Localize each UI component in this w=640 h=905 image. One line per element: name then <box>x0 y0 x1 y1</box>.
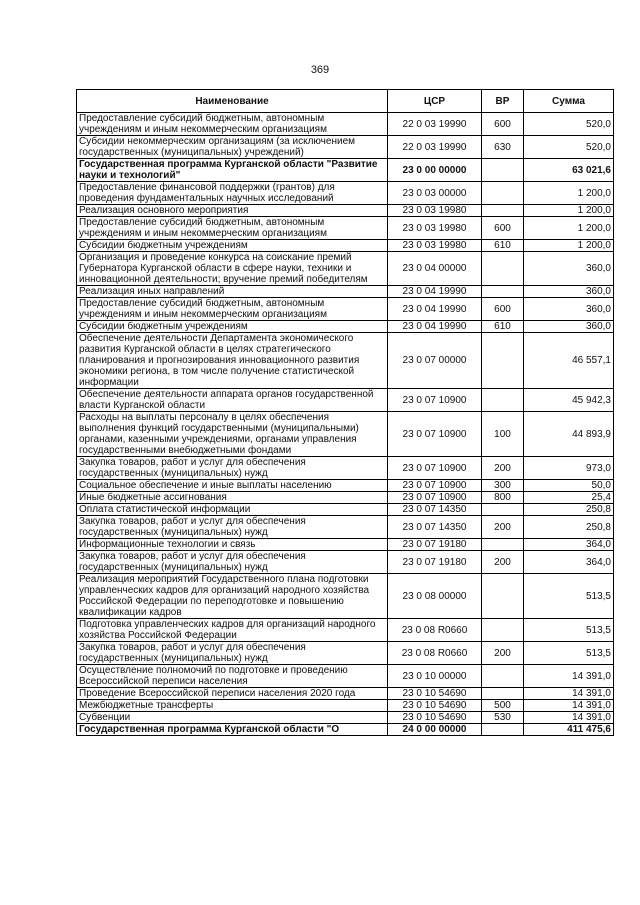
row-name: Закупка товаров, работ и услуг для обеспечения государственных (муниципальных) нужд <box>77 551 388 574</box>
row-csr: 23 0 03 19980 <box>388 240 482 252</box>
row-vr: 500 <box>482 700 524 712</box>
row-csr: 23 0 07 10900 <box>388 457 482 480</box>
row-csr: 23 0 07 10900 <box>388 412 482 457</box>
row-sum: 25,4 <box>524 492 614 504</box>
row-name: Предоставление субсидий бюджетным, автономным учреждениям и иным некоммерческим организациям <box>77 113 388 136</box>
row-csr: 23 0 04 19990 <box>388 298 482 321</box>
row-sum: 14 391,0 <box>524 712 614 724</box>
row-sum: 1 200,0 <box>524 240 614 252</box>
row-name: Реализация иных направлений <box>77 286 388 298</box>
table-row <box>77 642 614 665</box>
row-vr <box>482 333 524 389</box>
row-csr: 23 0 08 R0660 <box>388 642 482 665</box>
row-sum: 364,0 <box>524 539 614 551</box>
row-csr: 23 0 10 00000 <box>388 665 482 688</box>
row-name: Социальное обеспечение и иные выплаты населению <box>77 480 388 492</box>
row-sum: 1 200,0 <box>524 205 614 217</box>
row-sum: 1 200,0 <box>524 182 614 205</box>
table-row <box>77 252 614 286</box>
row-name: Обеспечение деятельности аппарата органов государственной власти Курганской области <box>77 389 388 412</box>
row-csr: 23 0 04 19990 <box>388 286 482 298</box>
row-csr: 23 0 08 00000 <box>388 574 482 619</box>
row-csr: 23 0 03 00000 <box>388 182 482 205</box>
row-sum: 360,0 <box>524 286 614 298</box>
table-row <box>77 504 614 516</box>
row-sum: 364,0 <box>524 551 614 574</box>
row-sum: 46 557,1 <box>524 333 614 389</box>
row-vr: 630 <box>482 136 524 159</box>
table-row <box>77 298 614 321</box>
row-name: Иные бюджетные ассигнования <box>77 492 388 504</box>
table-row <box>77 136 614 159</box>
row-sum: 520,0 <box>524 113 614 136</box>
row-sum: 50,0 <box>524 480 614 492</box>
row-sum: 44 893,9 <box>524 412 614 457</box>
row-sum: 250,8 <box>524 504 614 516</box>
row-name: Реализация мероприятий Государственного плана подготовки управленческих кадров для организаций народного хозяйства Российской Федерации по переподготовке и повышению квалификации кадров <box>77 574 388 619</box>
row-sum: 513,5 <box>524 619 614 642</box>
header-name: Наименование <box>77 90 388 113</box>
row-name: Субсидии бюджетным учреждениям <box>77 240 388 252</box>
row-csr: 23 0 07 19180 <box>388 551 482 574</box>
row-csr: 24 0 00 00000 <box>388 724 482 736</box>
row-vr <box>482 619 524 642</box>
row-csr: 23 0 04 19990 <box>388 321 482 333</box>
row-name: Расходы на выплаты персоналу в целях обеспечения выполнения функций государственными (муниципальными) органами, казенными учреждениями, органами управления государственными внебюджетными фондами <box>77 412 388 457</box>
row-name: Организация и проведение конкурса на соискание премий Губернатора Курганской области в сфере науки, техники и инновационной деятельности; вручение премий победителям <box>77 252 388 286</box>
row-name: Закупка товаров, работ и услуг для обеспечения государственных (муниципальных) нужд <box>77 457 388 480</box>
row-sum: 513,5 <box>524 574 614 619</box>
table-row <box>77 217 614 240</box>
row-vr: 530 <box>482 712 524 724</box>
row-vr: 600 <box>482 217 524 240</box>
row-vr <box>482 688 524 700</box>
row-sum: 411 475,6 <box>524 724 614 736</box>
row-vr <box>482 724 524 736</box>
table-row <box>77 240 614 252</box>
row-vr: 800 <box>482 492 524 504</box>
row-name: Закупка товаров, работ и услуг для обеспечения государственных (муниципальных) нужд <box>77 516 388 539</box>
page-number: 369 <box>310 64 330 76</box>
row-vr <box>482 539 524 551</box>
row-name: Государственная программа Курганской области "О <box>77 724 388 736</box>
row-sum: 14 391,0 <box>524 665 614 688</box>
row-vr: 200 <box>482 642 524 665</box>
table-row <box>77 700 614 712</box>
row-csr: 23 0 07 19180 <box>388 539 482 551</box>
row-csr: 23 0 07 10900 <box>388 480 482 492</box>
table-row <box>77 113 614 136</box>
row-sum: 14 391,0 <box>524 688 614 700</box>
row-csr: 23 0 07 14350 <box>388 516 482 539</box>
row-vr <box>482 182 524 205</box>
row-csr: 23 0 10 54690 <box>388 688 482 700</box>
header-sum: Сумма <box>524 90 614 113</box>
row-vr: 600 <box>482 113 524 136</box>
row-name: Обеспечение деятельности Департамента экономического развития Курганской области в целях стратегического планирования и прогнозирования инновационного развития экономики региона, в том числе получение статистической информации <box>77 333 388 389</box>
row-sum: 63 021,6 <box>524 159 614 182</box>
row-sum: 973,0 <box>524 457 614 480</box>
row-csr: 23 0 07 00000 <box>388 333 482 389</box>
row-name: Субсидии бюджетным учреждениям <box>77 321 388 333</box>
row-vr <box>482 286 524 298</box>
table-row <box>77 516 614 539</box>
row-name: Государственная программа Курганской области "Развитие науки и технологий" <box>77 159 388 182</box>
row-name: Предоставление финансовой поддержки (грантов) для проведения фундаментальных научных исследований <box>77 182 388 205</box>
row-sum: 360,0 <box>524 321 614 333</box>
row-csr: 22 0 03 19990 <box>388 136 482 159</box>
table-row <box>77 688 614 700</box>
row-name: Осуществление полномочий по подготовке и проведению Всероссийской переписи населения <box>77 665 388 688</box>
row-vr: 200 <box>482 457 524 480</box>
row-csr: 23 0 04 00000 <box>388 252 482 286</box>
row-vr <box>482 574 524 619</box>
table-row <box>77 182 614 205</box>
row-vr: 610 <box>482 240 524 252</box>
row-vr: 200 <box>482 516 524 539</box>
budget-table <box>76 89 614 736</box>
row-sum: 520,0 <box>524 136 614 159</box>
table-row <box>77 665 614 688</box>
row-vr <box>482 504 524 516</box>
table-row <box>77 480 614 492</box>
row-sum: 45 942,3 <box>524 389 614 412</box>
row-name: Реализация основного мероприятия <box>77 205 388 217</box>
table-header-row <box>77 90 614 113</box>
row-sum: 250,8 <box>524 516 614 539</box>
table-row <box>77 159 614 182</box>
row-vr <box>482 252 524 286</box>
row-sum: 360,0 <box>524 252 614 286</box>
row-vr <box>482 389 524 412</box>
row-name: Предоставление субсидий бюджетным, автономным учреждениям и иным некоммерческим организациям <box>77 217 388 240</box>
row-csr: 23 0 10 54690 <box>388 700 482 712</box>
row-vr <box>482 665 524 688</box>
row-vr: 600 <box>482 298 524 321</box>
table-row <box>77 286 614 298</box>
row-name: Субвенции <box>77 712 388 724</box>
row-name: Оплата статистической информации <box>77 504 388 516</box>
row-name: Проведение Всероссийской переписи населения 2020 года <box>77 688 388 700</box>
table-row <box>77 712 614 724</box>
row-name: Закупка товаров, работ и услуг для обеспечения государственных (муниципальных) нужд <box>77 642 388 665</box>
table-row <box>77 205 614 217</box>
table-body <box>77 113 614 736</box>
row-csr: 23 0 10 54690 <box>388 712 482 724</box>
table-row <box>77 457 614 480</box>
row-csr: 22 0 03 19990 <box>388 113 482 136</box>
table-row <box>77 412 614 457</box>
table-row <box>77 539 614 551</box>
table-row <box>77 321 614 333</box>
table-row <box>77 619 614 642</box>
header-vr: ВР <box>482 90 524 113</box>
row-csr: 23 0 03 19980 <box>388 217 482 240</box>
row-csr: 23 0 07 10900 <box>388 492 482 504</box>
row-sum: 360,0 <box>524 298 614 321</box>
row-vr <box>482 205 524 217</box>
row-name: Межбюджетные трансферты <box>77 700 388 712</box>
row-name: Субсидии некоммерческим организациям (за исключением государственных (муниципальных) учреждений) <box>77 136 388 159</box>
row-csr: 23 0 07 14350 <box>388 504 482 516</box>
row-sum: 1 200,0 <box>524 217 614 240</box>
row-vr <box>482 159 524 182</box>
header-csr: ЦСР <box>388 90 482 113</box>
row-vr: 100 <box>482 412 524 457</box>
row-vr: 200 <box>482 551 524 574</box>
table-row <box>77 724 614 736</box>
row-name: Информационные технологии и связь <box>77 539 388 551</box>
row-name: Предоставление субсидий бюджетным, автономным учреждениям и иным некоммерческим организациям <box>77 298 388 321</box>
table-row <box>77 551 614 574</box>
row-csr: 23 0 03 19980 <box>388 205 482 217</box>
row-csr: 23 0 08 R0660 <box>388 619 482 642</box>
row-vr: 300 <box>482 480 524 492</box>
table-row <box>77 333 614 389</box>
table-row <box>77 492 614 504</box>
row-sum: 14 391,0 <box>524 700 614 712</box>
row-name: Подготовка управленческих кадров для организаций народного хозяйства Российской Федерации <box>77 619 388 642</box>
row-csr: 23 0 07 10900 <box>388 389 482 412</box>
row-sum: 513,5 <box>524 642 614 665</box>
row-csr: 23 0 00 00000 <box>388 159 482 182</box>
table-row <box>77 389 614 412</box>
table-row <box>77 574 614 619</box>
row-vr: 610 <box>482 321 524 333</box>
